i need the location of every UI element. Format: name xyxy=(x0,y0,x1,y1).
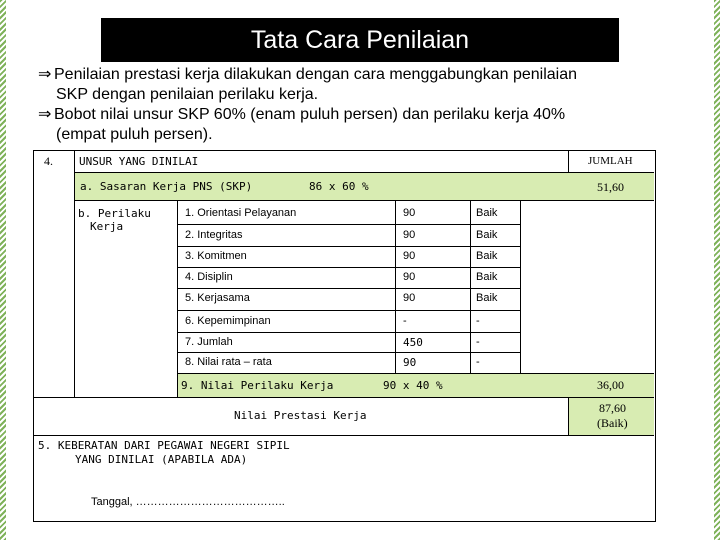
nilai-perilaku-label: 9. Nilai Perilaku Kerja xyxy=(181,379,334,392)
header-unsur: UNSUR YANG DINILAI xyxy=(79,155,199,168)
implies-arrow-icon: ⇒ xyxy=(38,106,52,123)
header-row-divider xyxy=(74,172,654,173)
skp-jumlah: 51,60 xyxy=(597,180,624,194)
perilaku-item-category: - xyxy=(476,356,480,368)
perilaku-label: b. Perilaku xyxy=(78,207,151,220)
perilaku-item-category: Baik xyxy=(476,250,498,262)
perilaku-item-value: 90 xyxy=(403,207,416,219)
category-column-divider xyxy=(470,200,471,373)
keberatan-label-continued: YANG DINILAI (APABILA ADA) xyxy=(75,453,248,466)
perilaku-item-value: 90 xyxy=(403,229,416,241)
perilaku-item-value: 90 xyxy=(403,292,416,304)
perilaku-item-name: 6. Kepemimpinan xyxy=(185,315,271,327)
number-column-divider xyxy=(74,150,75,398)
perilaku-label-divider xyxy=(177,200,178,397)
jumlah-column-divider xyxy=(568,150,569,172)
perilaku-item-category: Baik xyxy=(476,207,498,219)
nilai-perilaku-jumlah: 36,00 xyxy=(597,378,624,392)
perilaku-item-category: Baik xyxy=(476,292,498,304)
perilaku-item-name: 5. Kerjasama xyxy=(185,292,250,304)
skp-row-divider xyxy=(74,200,654,201)
perilaku-item-name: 4. Disiplin xyxy=(185,271,233,283)
bullet-text-continued: SKP dengan penilaian perilaku kerja. xyxy=(56,86,319,103)
perilaku-item-category: - xyxy=(476,315,480,327)
form-number: 4. xyxy=(44,154,53,168)
perilaku-item-name: 2. Integritas xyxy=(185,229,243,241)
prestasi-category: (Baik) xyxy=(597,416,628,430)
perilaku-item-category: Baik xyxy=(476,271,498,283)
implies-arrow-icon: ⇒ xyxy=(38,66,52,83)
header-jumlah: JUMLAH xyxy=(588,155,633,167)
perilaku-row-divider xyxy=(177,288,520,289)
prestasi-value: 87,60 xyxy=(599,401,626,415)
perilaku-item-name: 1. Orientasi Pelayanan xyxy=(185,207,297,219)
perilaku-row-divider xyxy=(177,246,520,247)
perilaku-item-category: Baik xyxy=(476,229,498,241)
prestasi-divider xyxy=(568,397,569,435)
perilaku-row-divider xyxy=(177,352,520,353)
bullet-text-continued: (empat puluh persen). xyxy=(56,126,213,143)
bullet-text: Bobot nilai unsur SKP 60% (enam puluh persen) dan perilaku kerja 40% xyxy=(54,106,566,123)
perilaku-item-name: 8. Nilai rata – rata xyxy=(185,356,272,368)
prestasi-label: Nilai Prestasi Kerja xyxy=(234,409,367,422)
keberatan-label: 5. KEBERATAN DARI PEGAWAI NEGERI SIPIL xyxy=(38,439,290,452)
right-column-divider xyxy=(520,200,521,373)
perilaku-label-continued: Kerja xyxy=(90,220,124,233)
form-outer-border xyxy=(33,150,656,522)
prestasi-row-divider xyxy=(33,435,654,436)
nilai-perilaku-divider xyxy=(33,397,654,398)
perilaku-item-value: 450 xyxy=(403,336,423,349)
nilai-perilaku-formula: 90 x 40 % xyxy=(383,379,443,392)
perilaku-row-divider xyxy=(177,224,520,225)
perilaku-item-name: 7. Jumlah xyxy=(185,336,233,348)
value-column-divider xyxy=(395,200,396,373)
perilaku-item-value: 90 xyxy=(403,250,416,262)
perilaku-item-value: 90 xyxy=(403,356,417,369)
skp-label: a. Sasaran Kerja PNS (SKP) xyxy=(80,180,253,193)
skp-formula: 86 x 60 % xyxy=(309,180,369,193)
perilaku-item-name: 3. Komitmen xyxy=(185,250,247,262)
perilaku-item-value: 90 xyxy=(403,271,416,283)
perilaku-row-divider xyxy=(177,267,520,268)
perilaku-row-divider xyxy=(177,332,520,333)
perilaku-row-divider xyxy=(177,310,520,311)
slide-title: Tata Cara Penilaian xyxy=(101,18,619,62)
bullet-text: Penilaian prestasi kerja dilakukan dengan cara menggabungkan penilaian xyxy=(54,66,578,83)
tanggal-field: Tanggal, ………………………………….. xyxy=(91,496,285,508)
perilaku-item-category: - xyxy=(476,336,480,348)
perilaku-row-divider xyxy=(177,373,654,374)
perilaku-item-value: - xyxy=(403,315,407,327)
